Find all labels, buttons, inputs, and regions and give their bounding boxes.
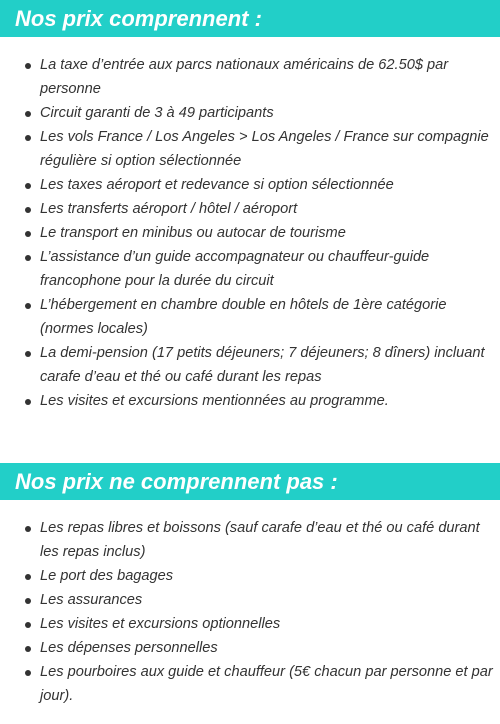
list-item bbox=[0, 612, 500, 636]
list-item-text: La demi-pension (17 petits déjeuners; 7 déjeuners; 8 dîners) incluant carafe d’eau et thé ou café durant les repas bbox=[40, 345, 485, 385]
list-item-text: Les transferts aéroport / hôtel / aéroport bbox=[40, 201, 298, 217]
bullet-icon bbox=[25, 207, 31, 213]
bullet-icon bbox=[25, 399, 31, 405]
list-item bbox=[0, 660, 500, 708]
list-item bbox=[0, 101, 500, 125]
excluded-list bbox=[0, 516, 500, 708]
list-item bbox=[0, 516, 500, 564]
list-item bbox=[0, 221, 500, 245]
bullet-icon bbox=[25, 646, 31, 652]
list-item-text: Les pourboires aux guide et chauffeur (5€ chacun par personne et par jour). bbox=[40, 664, 493, 704]
list-item-text: Les vols France / Los Angeles > Los Angeles / France sur compagnie régulière si option sélectionnée bbox=[40, 129, 489, 169]
list-item bbox=[0, 173, 500, 197]
bullet-icon bbox=[25, 183, 31, 189]
bullet-icon bbox=[25, 135, 31, 141]
list-item bbox=[0, 564, 500, 588]
list-item-text: Les dépenses personnelles bbox=[40, 640, 218, 656]
bullet-icon bbox=[25, 351, 31, 357]
list-item-text: Le port des bagages bbox=[40, 568, 174, 584]
list-item-text: Les visites et excursions optionnelles bbox=[40, 616, 281, 632]
list-item-text: Les visites et excursions mentionnées au programme. bbox=[40, 393, 389, 409]
list-item-text: Le transport en minibus ou autocar de tourisme bbox=[40, 225, 346, 241]
bullet-icon bbox=[25, 231, 31, 237]
list-item bbox=[0, 588, 500, 612]
list-item-text: Circuit garanti de 3 à 49 participants bbox=[40, 105, 274, 121]
list-item bbox=[0, 389, 500, 413]
bullet-icon bbox=[25, 574, 31, 580]
list-item bbox=[0, 636, 500, 660]
list-item-text: Les taxes aéroport et redevance si option sélectionnée bbox=[40, 177, 394, 193]
bullet-icon bbox=[25, 598, 31, 604]
list-item-text: La taxe d’entrée aux parcs nationaux américains de 62.50$ par personne bbox=[40, 57, 449, 97]
list-item bbox=[0, 197, 500, 221]
bullet-icon bbox=[25, 111, 31, 117]
list-item bbox=[0, 125, 500, 173]
bullet-icon bbox=[25, 255, 31, 261]
bullet-icon bbox=[25, 303, 31, 309]
included-section-title: Nos prix comprennent : bbox=[0, 0, 500, 37]
list-item bbox=[0, 341, 500, 389]
list-item-text: Les repas libres et boissons (sauf carafe d’eau et thé ou café durant les repas inclus) bbox=[40, 520, 480, 560]
list-item-text: L’assistance d’un guide accompagnateur ou chauffeur-guide francophone pour la durée du circuit bbox=[40, 249, 430, 289]
list-item bbox=[0, 53, 500, 101]
list-item bbox=[0, 245, 500, 293]
bullet-icon bbox=[25, 622, 31, 628]
list-item bbox=[0, 293, 500, 341]
list-item-text: L’hébergement en chambre double en hôtels de 1ère catégorie (normes locales) bbox=[40, 297, 447, 337]
bullet-icon bbox=[25, 670, 31, 676]
bullet-icon bbox=[25, 526, 31, 532]
list-item-text: Les assurances bbox=[40, 592, 143, 608]
excluded-section-title: Nos prix ne comprennent pas : bbox=[0, 463, 500, 500]
included-list bbox=[0, 53, 500, 413]
bullet-icon bbox=[25, 63, 31, 69]
